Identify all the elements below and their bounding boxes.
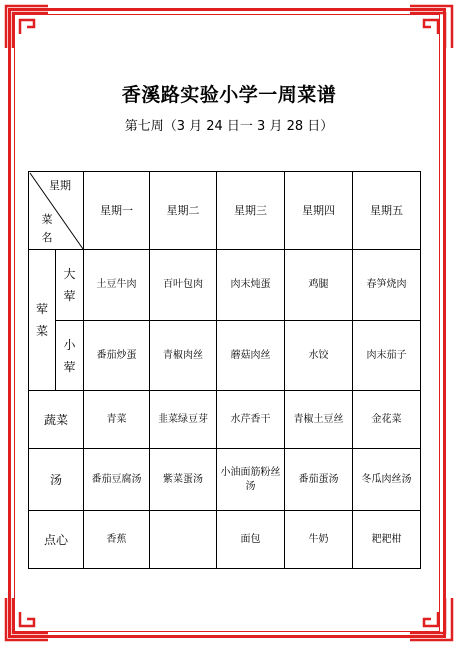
corner-ornament-icon	[4, 596, 50, 642]
dish-cell: 鸡腿	[285, 250, 353, 321]
day-header: 星期四	[285, 172, 353, 250]
category-vegetable: 蔬菜	[29, 391, 84, 449]
dish-cell: 番茄豆腐汤	[84, 449, 150, 511]
corner-header-dish-label: 菜名	[41, 213, 53, 244]
dish-cell: 面包	[217, 511, 285, 569]
table-row-vegetable	[29, 391, 421, 449]
table-row-big-meat	[29, 250, 421, 321]
dish-cell: 土豆牛肉	[84, 250, 150, 321]
subcategory-small-meat: 小荤	[56, 321, 84, 391]
category-soup: 汤	[29, 449, 84, 511]
corner-header-day-label: 星期	[49, 179, 71, 192]
dish-cell: 青椒肉丝	[150, 321, 217, 391]
dish-cell: 牛奶	[285, 511, 353, 569]
dish-cell: 水芹香干	[217, 391, 285, 449]
dish-cell: 春笋烧肉	[353, 250, 421, 321]
dish-cell: 韭菜绿豆芽	[150, 391, 217, 449]
subcategory-big-meat: 大荤	[56, 250, 84, 321]
corner-ornament-icon	[408, 596, 454, 642]
day-header: 星期五	[353, 172, 421, 250]
dish-cell: 香蕉	[84, 511, 150, 569]
dish-cell: 番茄炒蛋	[84, 321, 150, 391]
dish-cell	[150, 511, 217, 569]
day-header: 星期一	[84, 172, 150, 250]
day-header: 星期二	[150, 172, 217, 250]
corner-ornament-icon	[4, 4, 50, 50]
dish-cell: 百叶包肉	[150, 250, 217, 321]
dish-cell: 青菜	[84, 391, 150, 449]
table-row-snack	[29, 511, 421, 569]
dish-cell: 蘑菇肉丝	[217, 321, 285, 391]
dish-cell: 紫菜蛋汤	[150, 449, 217, 511]
header-row	[29, 172, 421, 250]
category-meat: 荤菜	[29, 250, 56, 391]
corner-header-cell	[29, 172, 84, 250]
dish-cell: 肉末炖蛋	[217, 250, 285, 321]
table-row-soup	[29, 449, 421, 511]
dish-cell: 耙耙柑	[353, 511, 421, 569]
day-header: 星期三	[217, 172, 285, 250]
week-range: 第七周（3 月 24 日一 3 月 28 日）	[124, 119, 334, 134]
dish-cell: 水饺	[285, 321, 353, 391]
dish-cell: 青椒土豆丝	[285, 391, 353, 449]
dish-cell: 肉末茄子	[353, 321, 421, 391]
category-snack: 点心	[29, 511, 84, 569]
dish-cell: 小油面筋粉丝汤	[217, 449, 285, 511]
table-row-small-meat	[29, 321, 421, 391]
corner-ornament-icon	[408, 4, 454, 50]
page-title: 香溪路实验小学一周菜谱	[121, 84, 337, 106]
weekly-menu-table	[28, 171, 421, 569]
dish-cell: 番茄蛋汤	[285, 449, 353, 511]
dish-cell: 冬瓜肉丝汤	[353, 449, 421, 511]
dish-cell: 金花菜	[353, 391, 421, 449]
